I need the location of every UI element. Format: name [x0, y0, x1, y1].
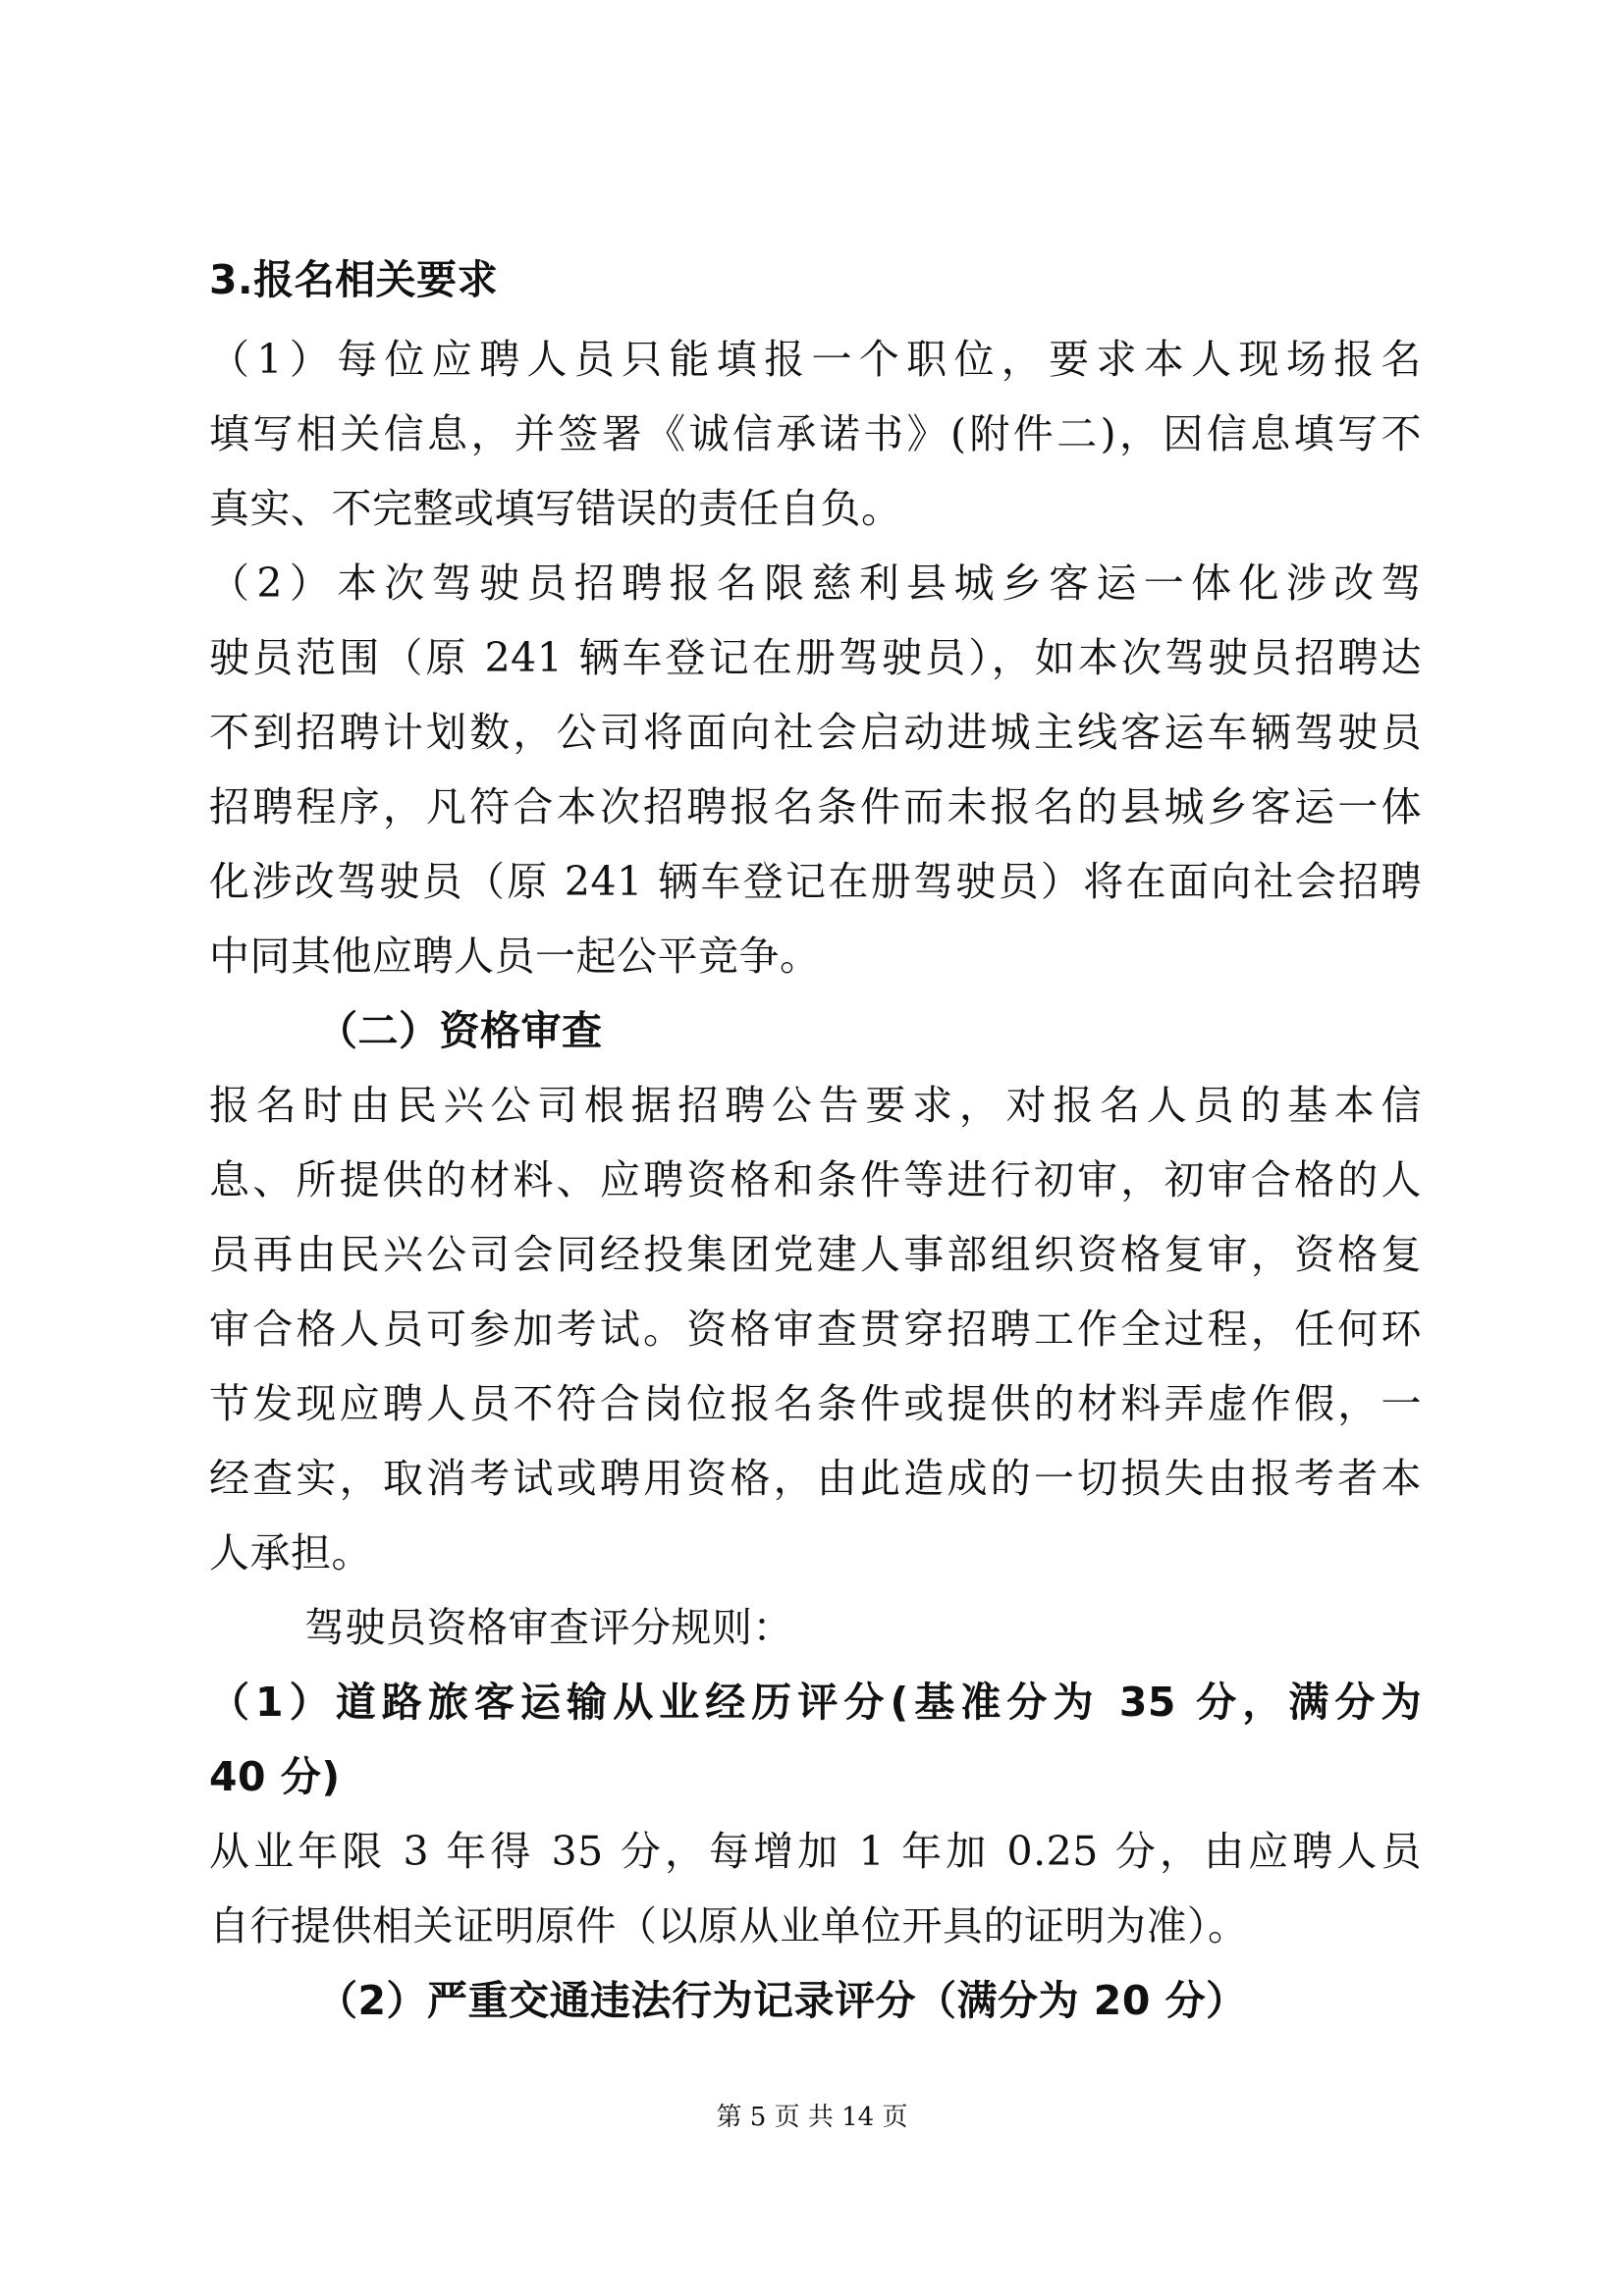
rule1-heading-line-2: 40 分): [209, 1753, 341, 1800]
item1-line-2: 填写相关信息，并签署《诚信承诺书》(附件二)，因信息填写不: [209, 410, 1422, 457]
qualification-line-2: 息、所提供的材料、应聘资格和条件等进行初审，初审合格的人: [209, 1156, 1422, 1203]
item2-line-3: 不到招聘计划数，公司将面向社会启动进城主线客运车辆驾驶员: [209, 709, 1422, 756]
qualification-line-1: 报名时由民兴公司根据招聘公告要求，对报名人员的基本信: [209, 1082, 1422, 1129]
qualification-line-3: 员再由民兴公司会同经投集团党建人事部组织资格复审，资格复: [209, 1231, 1422, 1278]
rule1-heading-line-1: （1）道路旅客运输从业经历评分(基准分为 35 分，满分为: [209, 1679, 1422, 1726]
qualification-line-6: 经查实，取消考试或聘用资格，由此造成的一切损失由报考者本: [209, 1455, 1422, 1502]
item2-line-2: 驶员范围（原 241 辆车登记在册驾驶员），如本次驾驶员招聘达: [209, 634, 1422, 681]
item1-line-1: （1）每位应聘人员只能填报一个职位，要求本人现场报名: [209, 336, 1422, 383]
item1-line-3: 真实、不完整或填写错误的责任自负。: [209, 485, 902, 532]
qualification-line-7: 人承担。: [209, 1529, 372, 1576]
rule1-body-line-2: 自行提供相关证明原件（以原从业单位开具的证明为准）。: [209, 1902, 1249, 1949]
page-number: 第 5 页 共 14 页: [716, 2103, 908, 2132]
rule1-body-line-1: 从业年限 3 年得 35 分，每增加 1 年加 0.25 分，由应聘人员: [209, 1828, 1422, 1875]
item2-line-4: 招聘程序，凡符合本次招聘报名条件而未报名的县城乡客运一体: [209, 783, 1422, 830]
qualification-line-4: 审合格人员可参加考试。资格审查贯穿招聘工作全过程，任何环: [209, 1306, 1422, 1353]
item2-line-1: （2）本次驾驶员招聘报名限慈利县城乡客运一体化涉改驾: [209, 560, 1422, 607]
item2-line-5: 化涉改驾驶员（原 241 辆车登记在册驾驶员）将在面向社会招聘: [209, 858, 1422, 905]
section-3-heading: 3.报名相关要求: [209, 256, 499, 303]
qualification-heading: （二）资格审查: [317, 1007, 603, 1054]
item2-line-6: 中同其他应聘人员一起公平竞争。: [209, 933, 821, 980]
qualification-line-5: 节发现应聘人员不符合岗位报名条件或提供的材料弄虚作假，一: [209, 1380, 1422, 1427]
rule2-heading: （2）严重交通违法行为记录评分（满分为 20 分）: [317, 1977, 1247, 2024]
scoring-title: 驾驶员资格审查评分规则：: [304, 1604, 793, 1651]
